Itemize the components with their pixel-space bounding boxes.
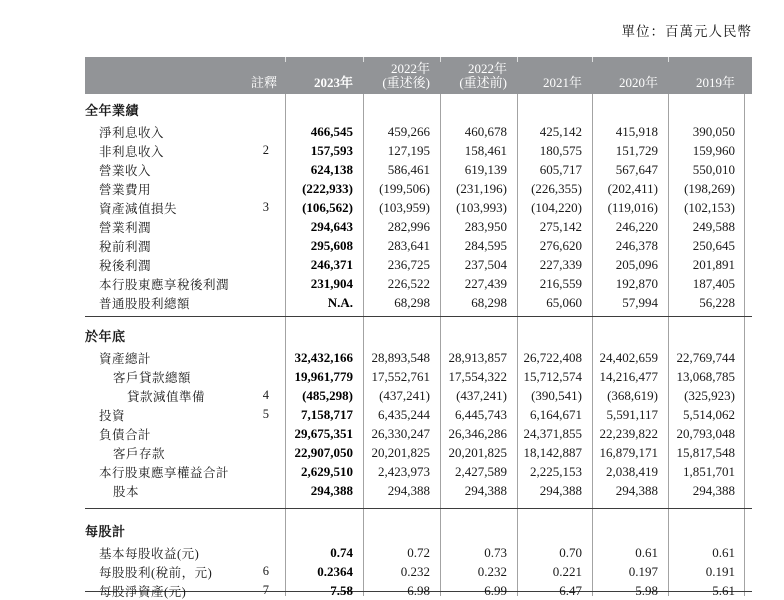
row-value: 20,201,825	[448, 444, 507, 460]
row-value: 294,388	[464, 482, 507, 498]
row-value: 26,722,408	[523, 349, 582, 365]
table-row	[85, 462, 745, 481]
row-value: 5,514,062	[683, 406, 735, 422]
col-header-year	[517, 76, 592, 94]
row-value: 459,266	[387, 123, 430, 139]
row-value: 390,050	[692, 123, 735, 139]
table-row	[85, 481, 745, 500]
col-header-year	[440, 62, 517, 94]
row-value: 6.99	[484, 582, 507, 598]
row-value: 0.2364	[317, 563, 353, 579]
row-label: 客戶貸款總額	[113, 370, 192, 385]
row-value: (106,562)	[302, 199, 353, 215]
header-tick	[592, 57, 593, 62]
row-value: 415,918	[615, 123, 658, 139]
row-value: 28,913,857	[448, 349, 507, 365]
row-value: 15,817,548	[676, 444, 735, 460]
row-value: (437,241)	[456, 387, 507, 403]
table-row	[85, 198, 745, 217]
row-value: N.A.	[327, 294, 353, 310]
row-value: 6.98	[407, 582, 430, 598]
row-label: 營業收入	[99, 163, 152, 178]
row-value: 18,142,887	[523, 444, 582, 460]
row-value: 15,712,574	[523, 368, 582, 384]
row-value: 2,427,589	[455, 463, 507, 479]
row-note: 7	[262, 583, 269, 597]
row-value: (202,411)	[607, 180, 658, 196]
row-value: 2,629,510	[301, 463, 353, 479]
unit-label: 單位：百萬元人民幣	[621, 24, 752, 39]
row-value: 17,554,322	[448, 368, 507, 384]
table-row	[85, 274, 745, 293]
row-label: 負債合計	[99, 427, 152, 442]
row-value: 294,388	[387, 482, 430, 498]
table-row	[85, 236, 745, 255]
table-row	[85, 179, 745, 198]
row-value: (368,619)	[607, 387, 658, 403]
row-label: 營業費用	[99, 182, 152, 197]
row-value: 276,620	[539, 237, 582, 253]
row-value: 13,068,785	[676, 368, 735, 384]
row-note: 4	[262, 388, 269, 402]
col-header-year-line2: (重述後)	[382, 75, 430, 90]
row-value: 6.47	[559, 582, 582, 598]
row-value: 20,793,048	[676, 425, 735, 441]
row-value: 246,220	[615, 218, 658, 234]
row-value: 5,591,117	[606, 406, 658, 422]
row-value: 586,461	[387, 161, 430, 177]
row-value: 159,960	[692, 142, 735, 158]
row-value: 68,298	[394, 294, 430, 310]
row-value: 201,891	[692, 256, 735, 272]
row-value: 157,593	[310, 142, 353, 158]
row-value: (485,298)	[302, 387, 353, 403]
row-value: 550,010	[692, 161, 735, 177]
section-title: 全年業績	[85, 103, 140, 118]
row-value: 28,893,548	[371, 349, 430, 365]
row-value: 2,423,973	[378, 463, 430, 479]
row-value: 7,158,717	[301, 406, 353, 422]
table-header-row	[85, 57, 752, 94]
row-value: 294,388	[539, 482, 582, 498]
table-row	[85, 141, 745, 160]
table-row	[85, 405, 745, 424]
row-value: 282,996	[387, 218, 430, 234]
row-value: 24,402,659	[599, 349, 658, 365]
col-header-year-line2: 2023年	[313, 75, 353, 90]
header-tick	[285, 57, 286, 62]
row-label: 資產總計	[99, 351, 152, 366]
row-value: 6,164,671	[530, 406, 582, 422]
table-row	[85, 581, 745, 600]
row-value: 275,142	[539, 218, 582, 234]
row-value: 68,298	[471, 294, 507, 310]
row-value: 0.74	[330, 544, 353, 560]
row-value: (103,993)	[456, 199, 507, 215]
row-value: (222,933)	[302, 180, 353, 196]
row-value: 17,552,761	[371, 368, 430, 384]
row-value: 0.70	[559, 544, 582, 560]
row-value: 283,950	[464, 218, 507, 234]
row-label: 普通股股利總額	[99, 296, 191, 311]
row-label: 本行股東應享權益合計	[99, 465, 230, 480]
row-label: 本行股東應享稅後利潤	[99, 277, 230, 292]
row-value: 294,388	[692, 482, 735, 498]
row-value: 7.58	[330, 582, 353, 598]
col-header-year-line2: 2019年	[695, 75, 735, 90]
row-value: (231,196)	[456, 180, 507, 196]
row-value: 250,645	[692, 237, 735, 253]
row-value: 158,461	[464, 142, 507, 158]
row-value: (437,241)	[379, 387, 430, 403]
row-value: 0.232	[400, 563, 430, 579]
row-value: (325,923)	[684, 387, 735, 403]
header-tick	[517, 57, 518, 62]
row-value: 5.61	[712, 582, 735, 598]
col-header-year-line2: (重述前)	[459, 75, 507, 90]
row-value: 26,346,286	[448, 425, 507, 441]
row-value: 1,851,701	[683, 463, 735, 479]
row-note: 3	[262, 200, 269, 214]
row-value: 6,435,244	[378, 406, 430, 422]
row-value: (103,959)	[379, 199, 430, 215]
header-tick	[668, 57, 669, 62]
row-value: 127,195	[387, 142, 430, 158]
row-value: 460,678	[464, 123, 507, 139]
row-value: 180,575	[539, 142, 582, 158]
row-note: 6	[262, 564, 269, 578]
row-value: 466,545	[310, 123, 353, 139]
row-value: 65,060	[546, 294, 582, 310]
row-label: 基本每股收益(元)	[99, 546, 200, 561]
row-value: 192,870	[615, 275, 658, 291]
row-value: 0.72	[407, 544, 430, 560]
row-value: 246,378	[615, 237, 658, 253]
col-header-year	[285, 76, 363, 94]
row-value: (390,541)	[531, 387, 582, 403]
row-value: 0.232	[477, 563, 507, 579]
row-value: 2,225,153	[530, 463, 582, 479]
table-row	[85, 424, 745, 443]
row-value: 19,961,779	[294, 368, 353, 384]
row-value: 2,038,419	[606, 463, 658, 479]
col-header-year	[592, 76, 668, 94]
row-value: 22,907,050	[294, 444, 353, 460]
row-value: 294,643	[310, 218, 353, 234]
row-value: 20,201,825	[371, 444, 430, 460]
row-value: 24,371,855	[523, 425, 582, 441]
table-row	[85, 443, 745, 462]
table-row	[85, 386, 745, 405]
row-value: 57,994	[622, 294, 658, 310]
row-value: 56,228	[699, 294, 735, 310]
row-label: 投資	[99, 408, 126, 423]
row-value: 151,729	[615, 142, 658, 158]
table-row	[85, 348, 745, 367]
row-value: 284,595	[464, 237, 507, 253]
row-value: 295,608	[310, 237, 353, 253]
table-row	[85, 255, 745, 274]
row-label: 非利息收入	[99, 144, 165, 159]
row-value: (102,153)	[684, 199, 735, 215]
header-tick	[363, 57, 364, 62]
row-note: 5	[262, 407, 269, 421]
row-value: 22,769,744	[676, 349, 735, 365]
row-label: 稅前利潤	[99, 239, 152, 254]
row-value: 624,138	[310, 161, 353, 177]
row-value: 236,725	[387, 256, 430, 272]
row-label: 股本	[113, 484, 140, 499]
row-label: 稅後利潤	[99, 258, 152, 273]
col-header-year	[363, 62, 440, 94]
row-value: 0.197	[628, 563, 658, 579]
row-label: 客戶存款	[113, 446, 166, 461]
header-tick	[440, 57, 441, 62]
row-value: 227,439	[464, 275, 507, 291]
row-value: 226,522	[387, 275, 430, 291]
table-row	[85, 160, 745, 179]
row-label: 營業利潤	[99, 220, 152, 235]
row-value: 14,216,477	[599, 368, 658, 384]
row-value: 22,239,822	[599, 425, 658, 441]
table-row	[85, 122, 745, 141]
row-value: 6,445,743	[455, 406, 507, 422]
row-value: 5.98	[635, 582, 658, 598]
row-value: 205,096	[615, 256, 658, 272]
row-label: 淨利息收入	[99, 125, 165, 140]
row-value: (119,016)	[607, 199, 658, 215]
row-value: 0.221	[552, 563, 582, 579]
row-value: 0.61	[635, 544, 658, 560]
row-value: 425,142	[539, 123, 582, 139]
col-header-year	[668, 76, 745, 94]
row-label: 貸款減值準備	[127, 389, 206, 404]
row-value: 294,388	[615, 482, 658, 498]
table-row	[85, 367, 745, 386]
row-label: 每股股利(稅前，元)	[99, 565, 213, 580]
section-title: 於年底	[85, 329, 126, 344]
table-body	[85, 94, 745, 600]
col-header-year-line2: 2020年	[618, 75, 658, 90]
row-value: 294,388	[310, 482, 353, 498]
row-value: 605,717	[539, 161, 582, 177]
col-header-note: 註釋	[250, 75, 277, 90]
row-value: 231,904	[310, 275, 353, 291]
table-row	[85, 543, 745, 562]
section-gap	[85, 500, 745, 515]
row-value: (198,269)	[684, 180, 735, 196]
table-row	[85, 293, 745, 312]
col-header-year-line1: 2022年	[467, 61, 507, 76]
table-row	[85, 217, 745, 236]
row-value: (226,355)	[531, 180, 582, 196]
row-value: 26,330,247	[371, 425, 430, 441]
row-value: 567,647	[615, 161, 658, 177]
row-value: 0.73	[484, 544, 507, 560]
col-header-year-line2: 2021年	[542, 75, 582, 90]
row-value: 249,588	[692, 218, 735, 234]
row-value: 0.61	[712, 544, 735, 560]
row-value: 237,504	[464, 256, 507, 272]
section-gap	[85, 312, 745, 320]
row-value: 16,879,171	[599, 444, 658, 460]
row-value: 29,675,351	[294, 425, 353, 441]
row-value: 216,559	[539, 275, 582, 291]
table-row	[85, 562, 745, 581]
financial-summary-table	[85, 57, 752, 599]
row-value: 619,139	[464, 161, 507, 177]
col-header-year-line1: 2022年	[390, 61, 430, 76]
row-value: 227,339	[539, 256, 582, 272]
row-value: 246,371	[310, 256, 353, 272]
row-value: 187,405	[692, 275, 735, 291]
row-value: 32,432,166	[294, 349, 353, 365]
section-title: 每股計	[85, 524, 126, 539]
row-label: 資產減值損失	[99, 201, 178, 216]
row-label: 每股淨資產(元)	[99, 584, 187, 599]
row-note: 2	[262, 143, 269, 157]
row-value: (199,506)	[379, 180, 430, 196]
row-value: 0.191	[705, 563, 735, 579]
row-value: (104,220)	[531, 199, 582, 215]
row-value: 283,641	[387, 237, 430, 253]
